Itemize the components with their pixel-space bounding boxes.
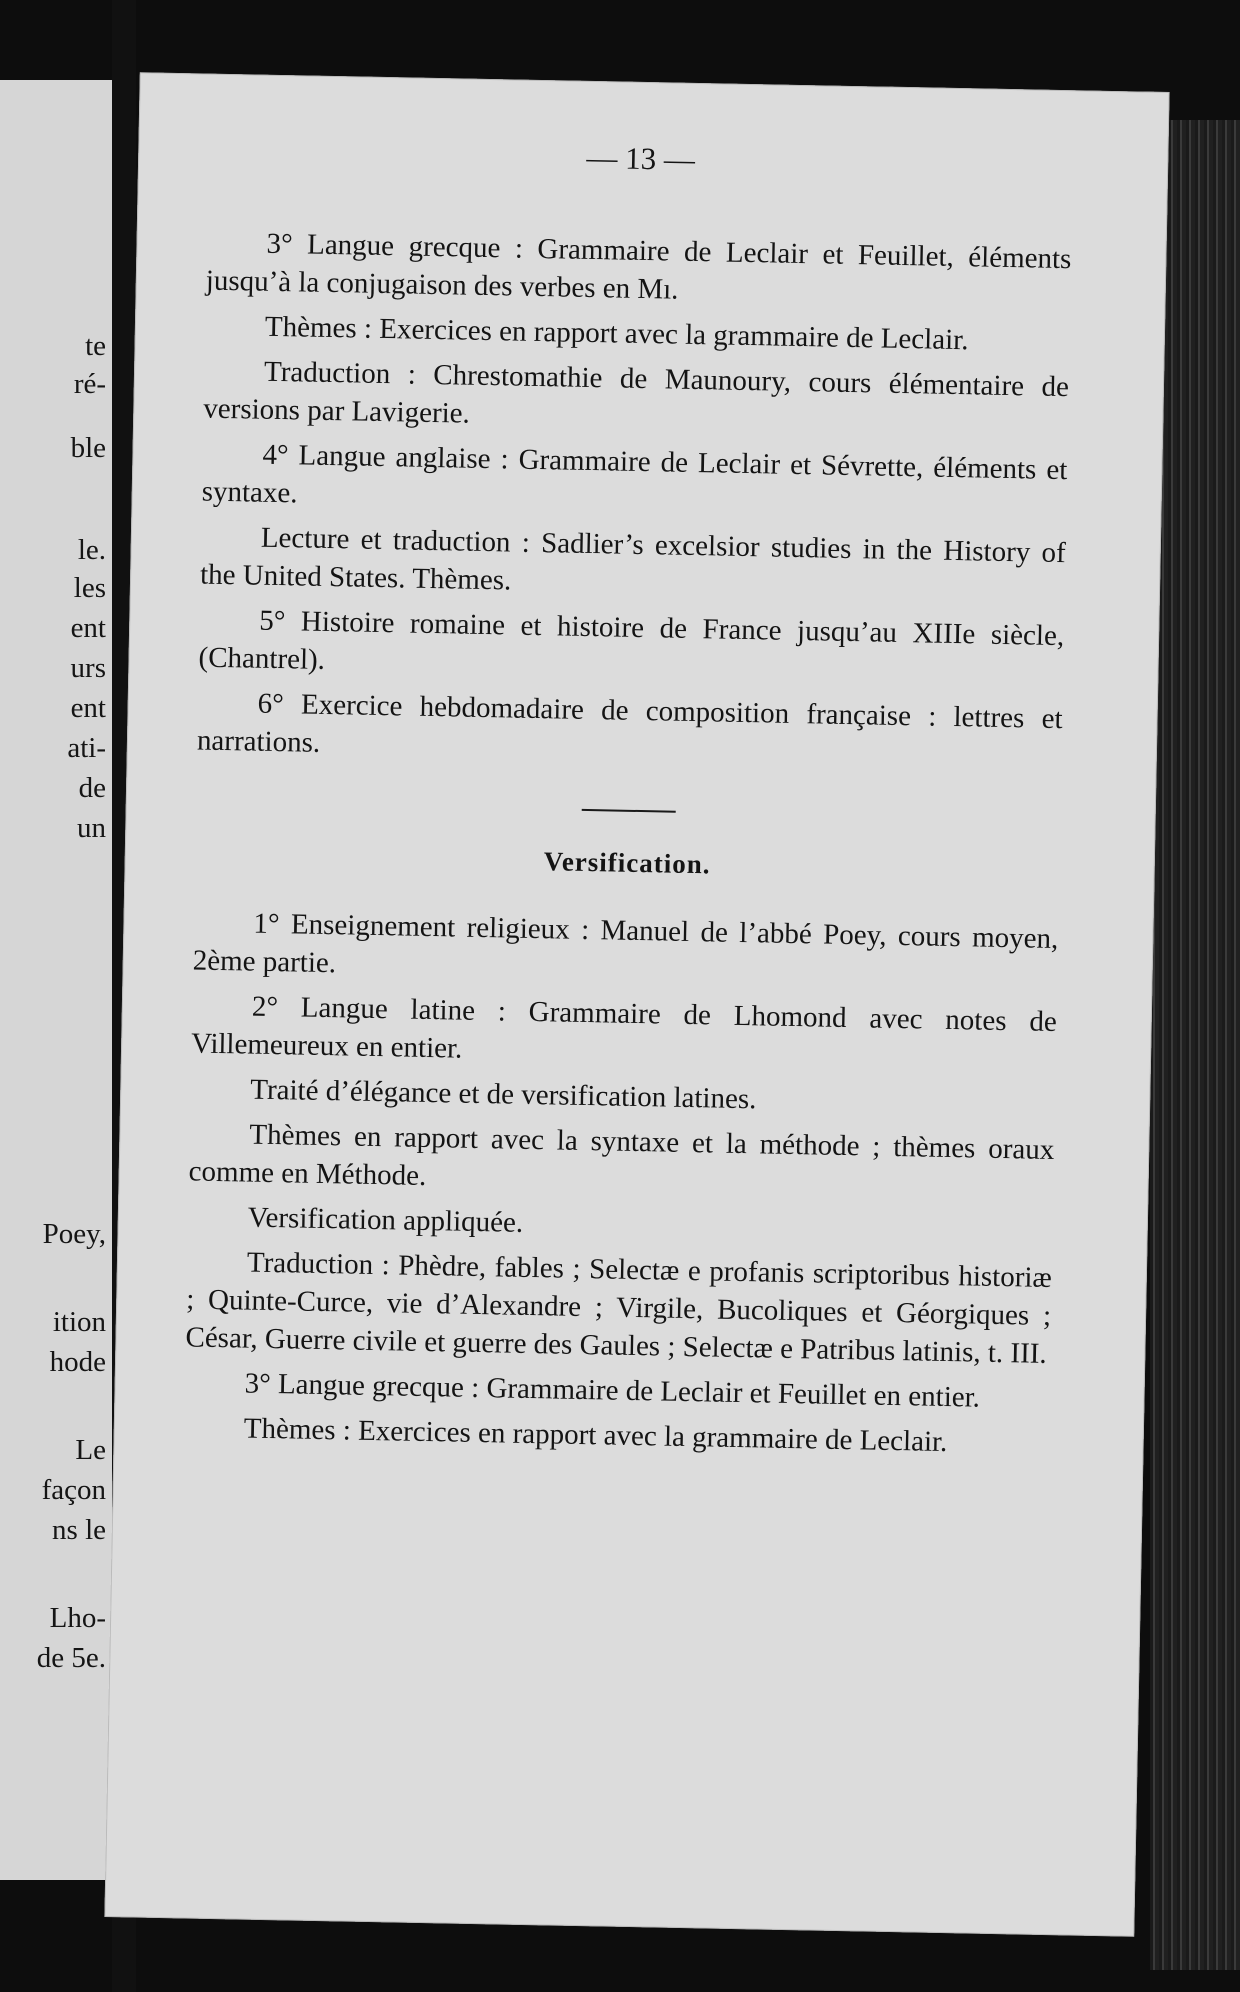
left-line: ition — [52, 1306, 106, 1338]
paragraph: 1° Enseignement religieux : Manuel de l’abbé Poey, cours moyen, 2ème partie. — [192, 907, 1059, 980]
paragraph: Traduction : Phèdre, fables ; Selectæ e profanis scriptoribus historiæ ; Quinte-Curce, vie d’Alexandre ; Virgile, Bucoliques et Géorgiques ; César, Guerre civile et guerre des Gaules ; Selectæ e Patribus latinis, t. III. — [185, 1246, 1053, 1370]
left-line: ré- — [73, 368, 106, 400]
paragraph: Traité d’élégance et de versification latines. — [249, 1073, 757, 1116]
left-line: Lho- — [49, 1602, 106, 1634]
paragraph: Thèmes : Exercices en rapport avec la grammaire de Leclair. — [243, 1412, 948, 1459]
paragraph: Lecture et traduction : Sadlier’s excelsior studies in the History of the United States. Thèmes. — [199, 521, 1067, 597]
paragraph: Thèmes en rapport avec la syntaxe et la méthode ; thèmes oraux comme en Méthode. — [188, 1118, 1055, 1192]
left-line: ble — [70, 432, 106, 464]
page-content — [183, 139, 1072, 1470]
paragraph: 3° Langue grecque : Grammaire de Leclair et Feuillet en entier. — [244, 1367, 981, 1414]
paragraph: 5° Histoire romaine et histoire de France jusqu’au XIIIe siècle, (Chantrel). — [198, 604, 1065, 676]
left-line: un — [77, 812, 106, 844]
left-line: façon — [41, 1474, 106, 1506]
paragraph: 4° Langue anglaise : Grammaire de Leclair et Sévrette, éléments et syntaxe. — [201, 438, 1068, 510]
section-heading: Versification. — [543, 846, 711, 880]
section-divider — [581, 809, 675, 813]
paragraph: 2° Langue latine : Grammaire de Lhomond avec notes de Villemeureux en entier. — [190, 990, 1058, 1065]
left-line: te — [85, 330, 106, 362]
left-line: ns le — [52, 1514, 106, 1546]
paragraph: Versification appliquée. — [247, 1201, 524, 1239]
left-line: Poey, — [42, 1218, 106, 1250]
left-line: ati- — [67, 732, 106, 764]
left-line: les — [73, 572, 106, 604]
left-line: le. — [77, 534, 106, 566]
page-number: — 13 — — [586, 139, 696, 177]
left-page-fragment — [0, 80, 112, 1880]
left-line: urs — [70, 652, 106, 684]
book-page — [104, 72, 1169, 1936]
left-line: de — [78, 772, 106, 804]
paragraph: Thèmes : Exercices en rapport avec la grammaire de Leclair. — [264, 310, 969, 357]
left-line: ent — [70, 692, 106, 724]
left-line: hode — [49, 1346, 106, 1378]
paragraph: 6° Exercice hebdomadaire de composition française : lettres et narrations. — [196, 687, 1063, 759]
left-line: de 5e. — [36, 1642, 106, 1674]
left-line: Le — [75, 1434, 106, 1466]
paragraph: Traduction : Chrestomathie de Maunoury, cours élémentaire de versions par Lavigerie. — [203, 355, 1070, 430]
paragraph: 3° Langue grecque : Grammaire de Leclair et Feuillet, éléments jusqu’à la conjugaison des verbes en Mı. — [205, 227, 1072, 306]
left-line: ent — [70, 612, 106, 644]
